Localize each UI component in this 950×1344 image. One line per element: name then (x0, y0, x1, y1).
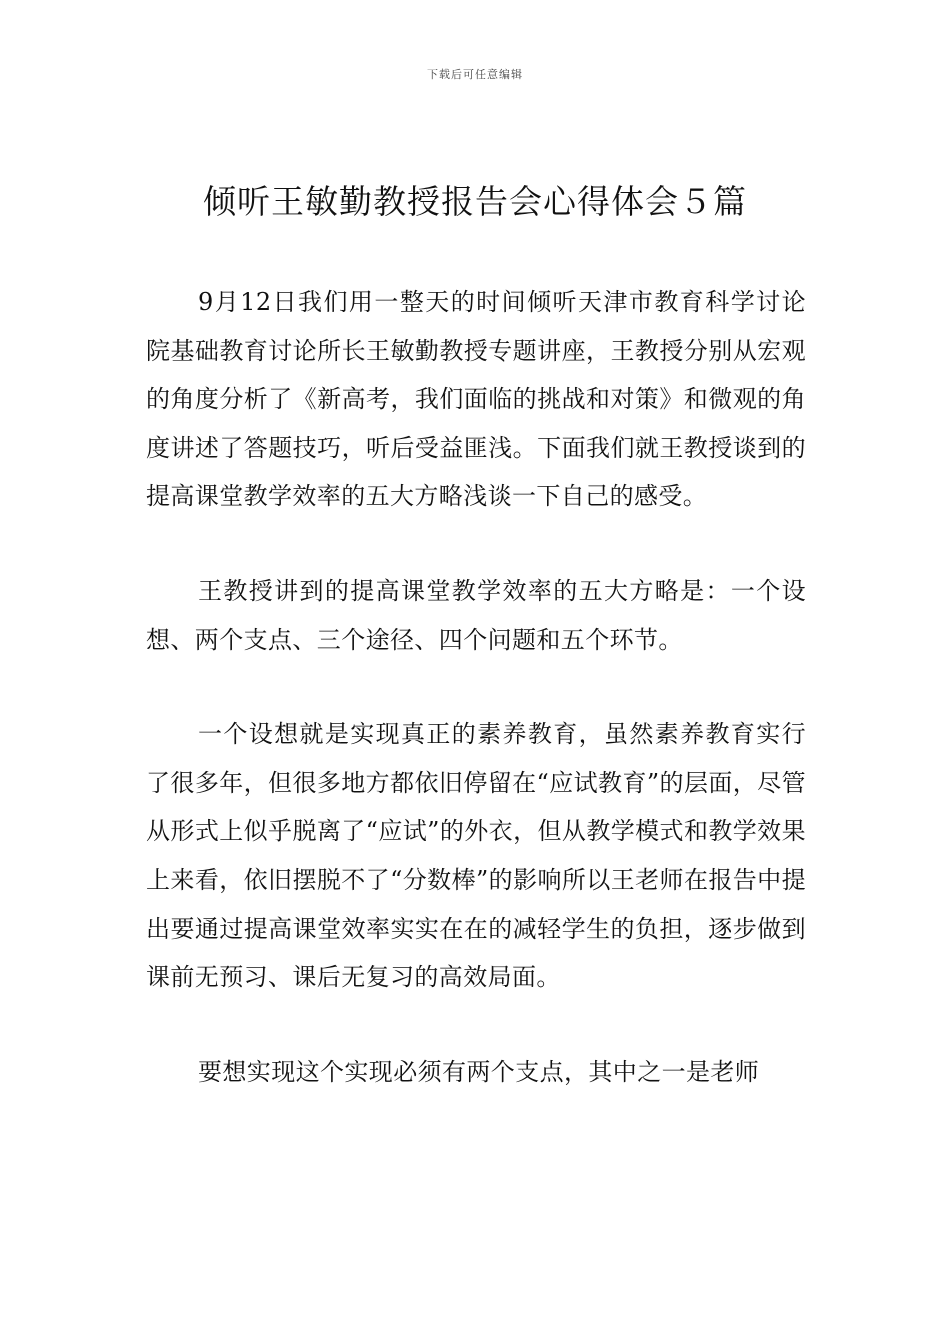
header-note: 下载后可任意编辑 (427, 68, 523, 81)
paragraph-4: 要想实现这个实现必须有两个支点，其中之一是老师 (198, 1057, 760, 1086)
paragraph-2: 王教授讲到的提高课堂教学效率的五大方略是：一个设想、两个支点、三个途径、四个问题和五个环节。 (146, 576, 806, 654)
document-body (146, 278, 806, 1142)
paragraph-3: 一个设想就是实现真正的素养教育，虽然素养教育实行了很多年，但很多地方都依旧停留在“应试教育”的层面，尽管从形式上似乎脱离了“应试”的外衣，但从教学模式和教学效果上来看，依旧摆脱不了“分数棒”的影响所以王老师在报告中提出要通过提高课堂效率实实在在的减轻学生的负担，逐步做到课前无预习、课后无复习的高效局面。 (146, 720, 806, 992)
paragraph-1: 9月12日我们用一整天的时间倾听天津市教育科学讨论院基础教育讨论所长王敏勤教授专题讲座，王教授分别从宏观的角度分析了《新高考，我们面临的挑战和对策》和微观的角度讲述了答题技巧，听后受益匪浅。下面我们就王教授谈到的提高课堂教学效率的五大方略浅谈一下自己的感受。 (146, 288, 806, 511)
document-title: 倾听王敏勤教授报告会心得体会５篇 (203, 182, 747, 221)
